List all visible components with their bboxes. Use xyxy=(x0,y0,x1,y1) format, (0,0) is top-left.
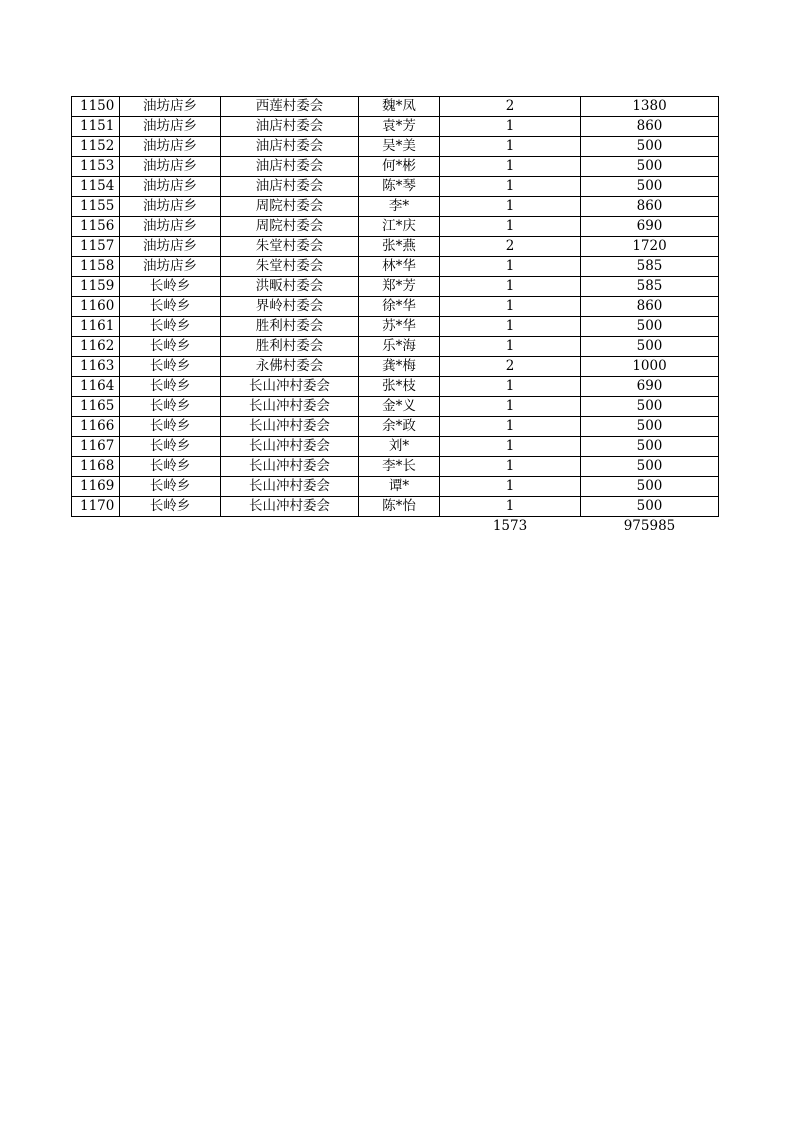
village-committee-cell: 朱堂村委会 xyxy=(221,257,359,277)
amount-cell: 690 xyxy=(581,217,719,237)
amount-cell: 500 xyxy=(581,317,719,337)
row-number: 1156 xyxy=(72,217,120,237)
name-cell: 吴*美 xyxy=(359,137,440,157)
township-cell: 油坊店乡 xyxy=(120,137,221,157)
people-count-cell: 1 xyxy=(440,417,581,437)
table-row xyxy=(72,437,719,457)
table-row xyxy=(72,117,719,137)
people-count-cell: 1 xyxy=(440,397,581,417)
row-number: 1154 xyxy=(72,177,120,197)
amount-cell: 500 xyxy=(581,157,719,177)
amount-cell: 1720 xyxy=(581,237,719,257)
amount-cell: 860 xyxy=(581,297,719,317)
name-cell: 余*政 xyxy=(359,417,440,437)
table-row xyxy=(72,197,719,217)
village-committee-cell: 油店村委会 xyxy=(221,117,359,137)
township-cell: 油坊店乡 xyxy=(120,97,221,117)
village-committee-cell: 长山冲村委会 xyxy=(221,397,359,417)
amount-cell: 500 xyxy=(581,497,719,517)
name-cell: 陈*怡 xyxy=(359,497,440,517)
amount-cell: 500 xyxy=(581,417,719,437)
village-committee-cell: 油店村委会 xyxy=(221,137,359,157)
village-committee-cell: 油店村委会 xyxy=(221,157,359,177)
township-cell: 油坊店乡 xyxy=(120,177,221,197)
name-cell: 徐*华 xyxy=(359,297,440,317)
name-cell: 龚*梅 xyxy=(359,357,440,377)
table-row xyxy=(72,157,719,177)
people-count-cell: 2 xyxy=(440,237,581,257)
table-row xyxy=(72,317,719,337)
row-number: 1163 xyxy=(72,357,120,377)
name-cell: 张*燕 xyxy=(359,237,440,257)
name-cell: 江*庆 xyxy=(359,217,440,237)
township-cell: 油坊店乡 xyxy=(120,157,221,177)
amount-cell: 500 xyxy=(581,177,719,197)
people-count-cell: 1 xyxy=(440,437,581,457)
people-count-cell: 1 xyxy=(440,217,581,237)
village-committee-cell: 胜利村委会 xyxy=(221,337,359,357)
village-committee-cell: 胜利村委会 xyxy=(221,317,359,337)
name-cell: 郑*芳 xyxy=(359,277,440,297)
name-cell: 林*华 xyxy=(359,257,440,277)
people-count-cell: 1 xyxy=(440,277,581,297)
row-number: 1167 xyxy=(72,437,120,457)
row-number: 1161 xyxy=(72,317,120,337)
township-cell: 长岭乡 xyxy=(120,497,221,517)
roster-table xyxy=(71,96,719,535)
people-count-cell: 1 xyxy=(440,137,581,157)
township-cell: 长岭乡 xyxy=(120,357,221,377)
name-cell: 金*义 xyxy=(359,397,440,417)
people-count-cell: 2 xyxy=(440,97,581,117)
people-count-cell: 1 xyxy=(440,157,581,177)
table-row xyxy=(72,237,719,257)
table-row xyxy=(72,337,719,357)
township-cell: 长岭乡 xyxy=(120,397,221,417)
village-committee-cell: 朱堂村委会 xyxy=(221,237,359,257)
village-committee-cell: 长山冲村委会 xyxy=(221,457,359,477)
people-count-cell: 1 xyxy=(440,197,581,217)
row-number: 1166 xyxy=(72,417,120,437)
village-committee-cell: 长山冲村委会 xyxy=(221,377,359,397)
township-cell: 长岭乡 xyxy=(120,337,221,357)
total-amount: 975985 xyxy=(623,518,676,534)
township-cell: 油坊店乡 xyxy=(120,197,221,217)
township-cell: 长岭乡 xyxy=(120,377,221,397)
amount-cell: 860 xyxy=(581,117,719,137)
row-number: 1160 xyxy=(72,297,120,317)
people-count-cell: 1 xyxy=(440,377,581,397)
name-cell: 李* xyxy=(359,197,440,217)
row-number: 1165 xyxy=(72,397,120,417)
name-cell: 陈*琴 xyxy=(359,177,440,197)
table-row xyxy=(72,457,719,477)
name-cell: 魏*凤 xyxy=(359,97,440,117)
people-count-cell: 1 xyxy=(440,257,581,277)
township-cell: 长岭乡 xyxy=(120,297,221,317)
amount-cell: 500 xyxy=(581,397,719,417)
amount-cell: 1380 xyxy=(581,97,719,117)
table-row xyxy=(72,277,719,297)
table-row xyxy=(72,177,719,197)
amount-cell: 585 xyxy=(581,277,719,297)
total-people: 1573 xyxy=(492,518,528,534)
township-cell: 长岭乡 xyxy=(120,317,221,337)
village-committee-cell: 长山冲村委会 xyxy=(221,497,359,517)
township-cell: 长岭乡 xyxy=(120,477,221,497)
township-cell: 长岭乡 xyxy=(120,457,221,477)
township-cell: 油坊店乡 xyxy=(120,217,221,237)
people-count-cell: 1 xyxy=(440,317,581,337)
row-number: 1164 xyxy=(72,377,120,397)
totals-row xyxy=(72,517,719,536)
township-cell: 油坊店乡 xyxy=(120,117,221,137)
village-committee-cell: 洪畈村委会 xyxy=(221,277,359,297)
table-row xyxy=(72,137,719,157)
village-committee-cell: 油店村委会 xyxy=(221,177,359,197)
village-committee-cell: 长山冲村委会 xyxy=(221,437,359,457)
row-number: 1150 xyxy=(72,97,120,117)
roster-rows xyxy=(72,97,719,517)
people-count-cell: 2 xyxy=(440,357,581,377)
amount-cell: 860 xyxy=(581,197,719,217)
row-number: 1168 xyxy=(72,457,120,477)
table-row xyxy=(72,397,719,417)
row-number: 1151 xyxy=(72,117,120,137)
amount-cell: 500 xyxy=(581,137,719,157)
township-cell: 长岭乡 xyxy=(120,417,221,437)
table-row xyxy=(72,217,719,237)
village-committee-cell: 周院村委会 xyxy=(221,217,359,237)
people-count-cell: 1 xyxy=(440,497,581,517)
amount-cell: 500 xyxy=(581,337,719,357)
table-row xyxy=(72,497,719,517)
name-cell: 刘* xyxy=(359,437,440,457)
name-cell: 张*枝 xyxy=(359,377,440,397)
amount-cell: 1000 xyxy=(581,357,719,377)
township-cell: 油坊店乡 xyxy=(120,257,221,277)
name-cell: 李*长 xyxy=(359,457,440,477)
village-committee-cell: 长山冲村委会 xyxy=(221,417,359,437)
township-cell: 油坊店乡 xyxy=(120,237,221,257)
row-number: 1153 xyxy=(72,157,120,177)
row-number: 1169 xyxy=(72,477,120,497)
village-committee-cell: 界岭村委会 xyxy=(221,297,359,317)
people-count-cell: 1 xyxy=(440,177,581,197)
people-count-cell: 1 xyxy=(440,297,581,317)
village-committee-cell: 永佛村委会 xyxy=(221,357,359,377)
name-cell: 袁*芳 xyxy=(359,117,440,137)
table-row xyxy=(72,357,719,377)
amount-cell: 690 xyxy=(581,377,719,397)
village-committee-cell: 长山冲村委会 xyxy=(221,477,359,497)
people-count-cell: 1 xyxy=(440,457,581,477)
township-cell: 长岭乡 xyxy=(120,277,221,297)
amount-cell: 500 xyxy=(581,457,719,477)
township-cell: 长岭乡 xyxy=(120,437,221,457)
name-cell: 乐*海 xyxy=(359,337,440,357)
document-page xyxy=(71,96,718,535)
row-number: 1157 xyxy=(72,237,120,257)
name-cell: 谭* xyxy=(359,477,440,497)
people-count-cell: 1 xyxy=(440,477,581,497)
name-cell: 何*彬 xyxy=(359,157,440,177)
row-number: 1158 xyxy=(72,257,120,277)
row-number: 1170 xyxy=(72,497,120,517)
table-row xyxy=(72,477,719,497)
village-committee-cell: 周院村委会 xyxy=(221,197,359,217)
row-number: 1162 xyxy=(72,337,120,357)
row-number: 1155 xyxy=(72,197,120,217)
table-row xyxy=(72,257,719,277)
row-number: 1152 xyxy=(72,137,120,157)
table-row xyxy=(72,297,719,317)
amount-cell: 500 xyxy=(581,477,719,497)
village-committee-cell: 西莲村委会 xyxy=(221,97,359,117)
table-row xyxy=(72,377,719,397)
table-row xyxy=(72,97,719,117)
row-number: 1159 xyxy=(72,277,120,297)
people-count-cell: 1 xyxy=(440,117,581,137)
name-cell: 苏*华 xyxy=(359,317,440,337)
amount-cell: 500 xyxy=(581,437,719,457)
amount-cell: 585 xyxy=(581,257,719,277)
table-row xyxy=(72,417,719,437)
people-count-cell: 1 xyxy=(440,337,581,357)
